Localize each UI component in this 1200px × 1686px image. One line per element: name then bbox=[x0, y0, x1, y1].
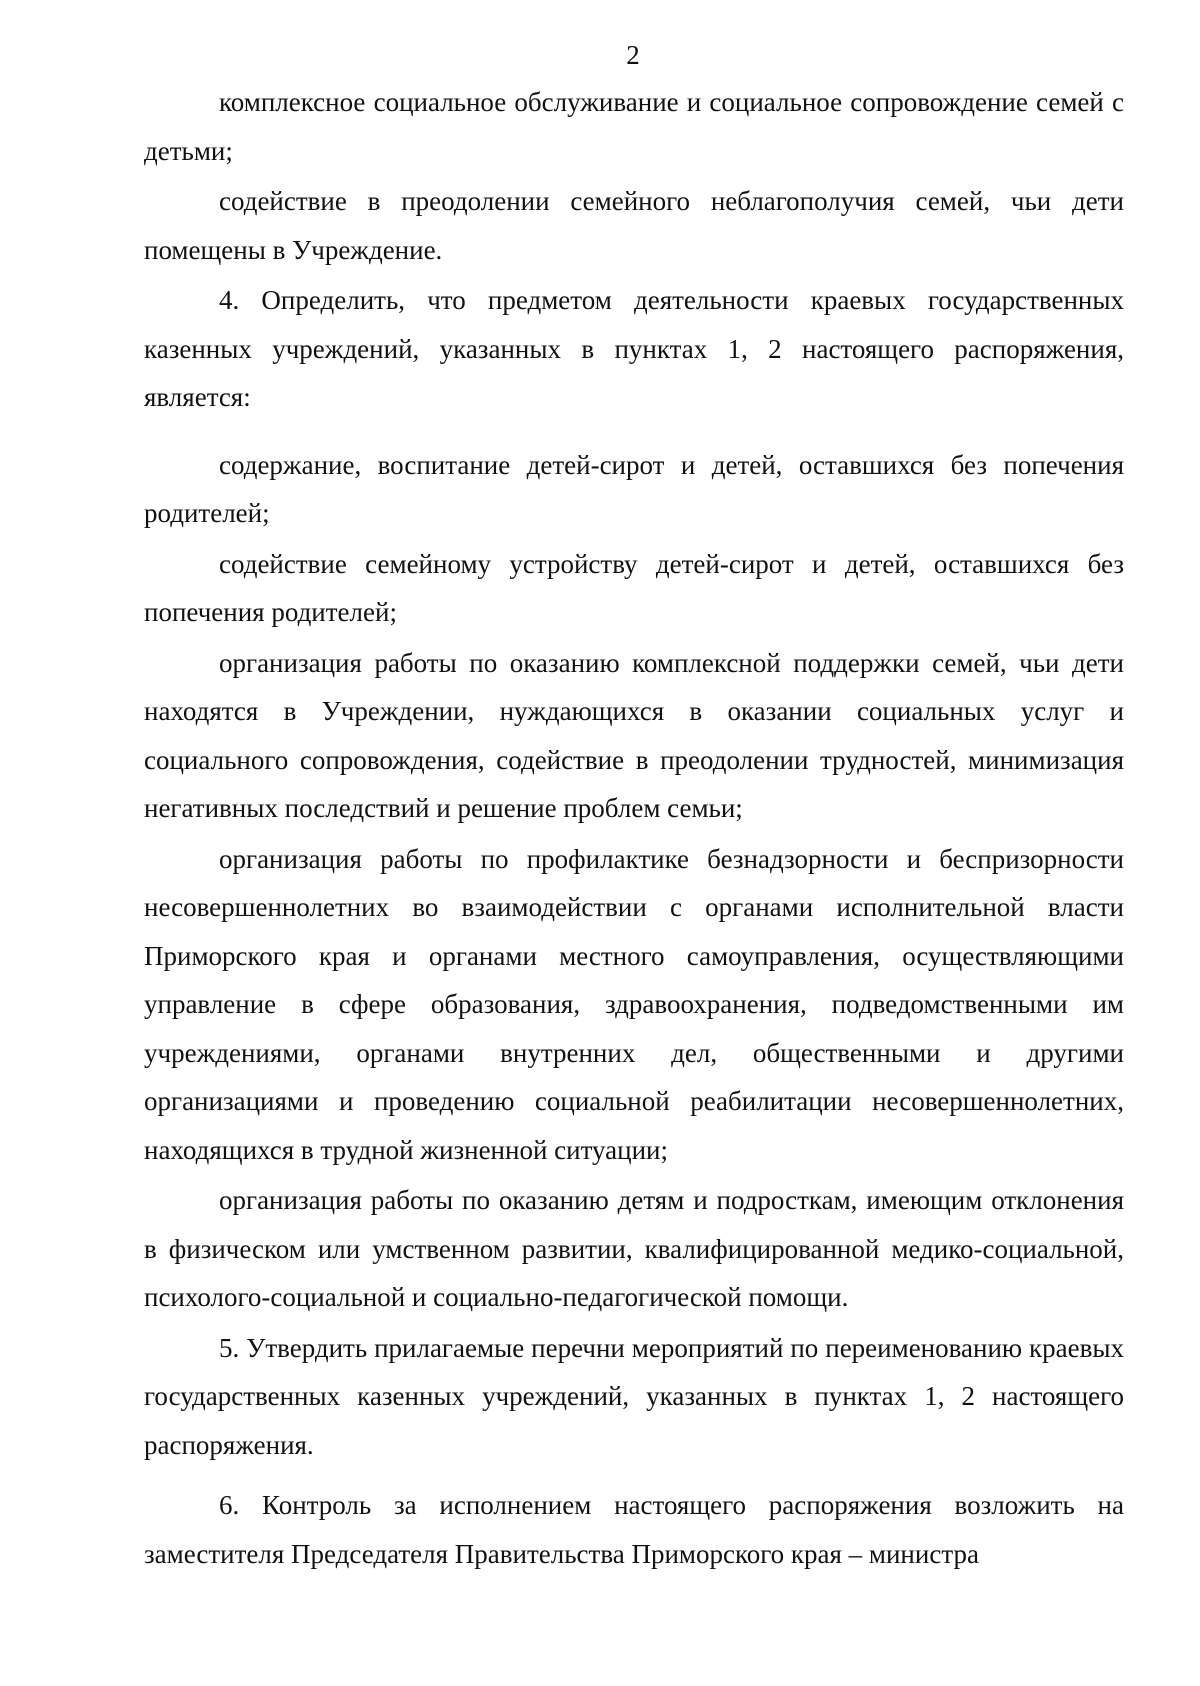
paragraph-family-assistance: содействие в преодолении семейного неблагополучия семей, чьи дети помещены в Учреждение. bbox=[144, 186, 1124, 265]
page-number: 2 bbox=[626, 40, 640, 70]
paragraph-family-support: организация работы по оказанию комплексной поддержки семей, чьи дети находятся в Учреждении, нуждающихся в оказании социальных услуг и социального сопровождения, содействие в преодолении трудностей, минимизация негативных последствий и решение проблем семьи; bbox=[144, 647, 1124, 823]
paragraph-orphan-care: содержание, воспитание детей-сирот и детей, оставшихся без попечения родителей; bbox=[144, 449, 1124, 528]
document-body bbox=[144, 78, 1124, 1578]
paragraph-item-5: 5. Утвердить прилагаемые перечни мероприятий по переименованию краевых государственных казенных учреждений, указанных в пунктах 1, 2 настоящего распоряжения. bbox=[144, 1332, 1124, 1460]
paragraph-prevention: организация работы по профилактике безнадзорности и беспризорности несовершеннолетних во взаимодействии с органами исполнительной власти Приморского края и органами местного самоуправления, осуществляющими управление в сфере образования, здравоохранения, подведомственными им учреждениями, органами внутренних дел, общественными и другими организациями и проведению социальной реабилитации несовершеннолетних, находящихся в трудной жизненной ситуации; bbox=[144, 843, 1124, 1165]
paragraph-social-service: комплексное социальное обслуживание и социальное сопровождение семей с детьми; bbox=[144, 87, 1124, 166]
paragraph-medical-social-help: организация работы по оказанию детям и подросткам, имеющим отклонения в физическом или умственном развитии, квалифицированной медико-социальной, психолого-социальной и социально-педагогической помощи. bbox=[144, 1185, 1124, 1312]
paragraph-family-placement: содействие семейному устройству детей-сирот и детей, оставшихся без попечения родителей; bbox=[144, 548, 1124, 627]
paragraph-item-4: 4. Определить, что предметом деятельности краевых государственных казенных учреждений, указанных в пунктах 1, 2 настоящего распоряжения, является: bbox=[144, 285, 1124, 412]
paragraph-item-6: 6. Контроль за исполнением настоящего распоряжения возложить на заместителя Председателя Правительства Приморского края – министра bbox=[144, 1490, 1124, 1569]
